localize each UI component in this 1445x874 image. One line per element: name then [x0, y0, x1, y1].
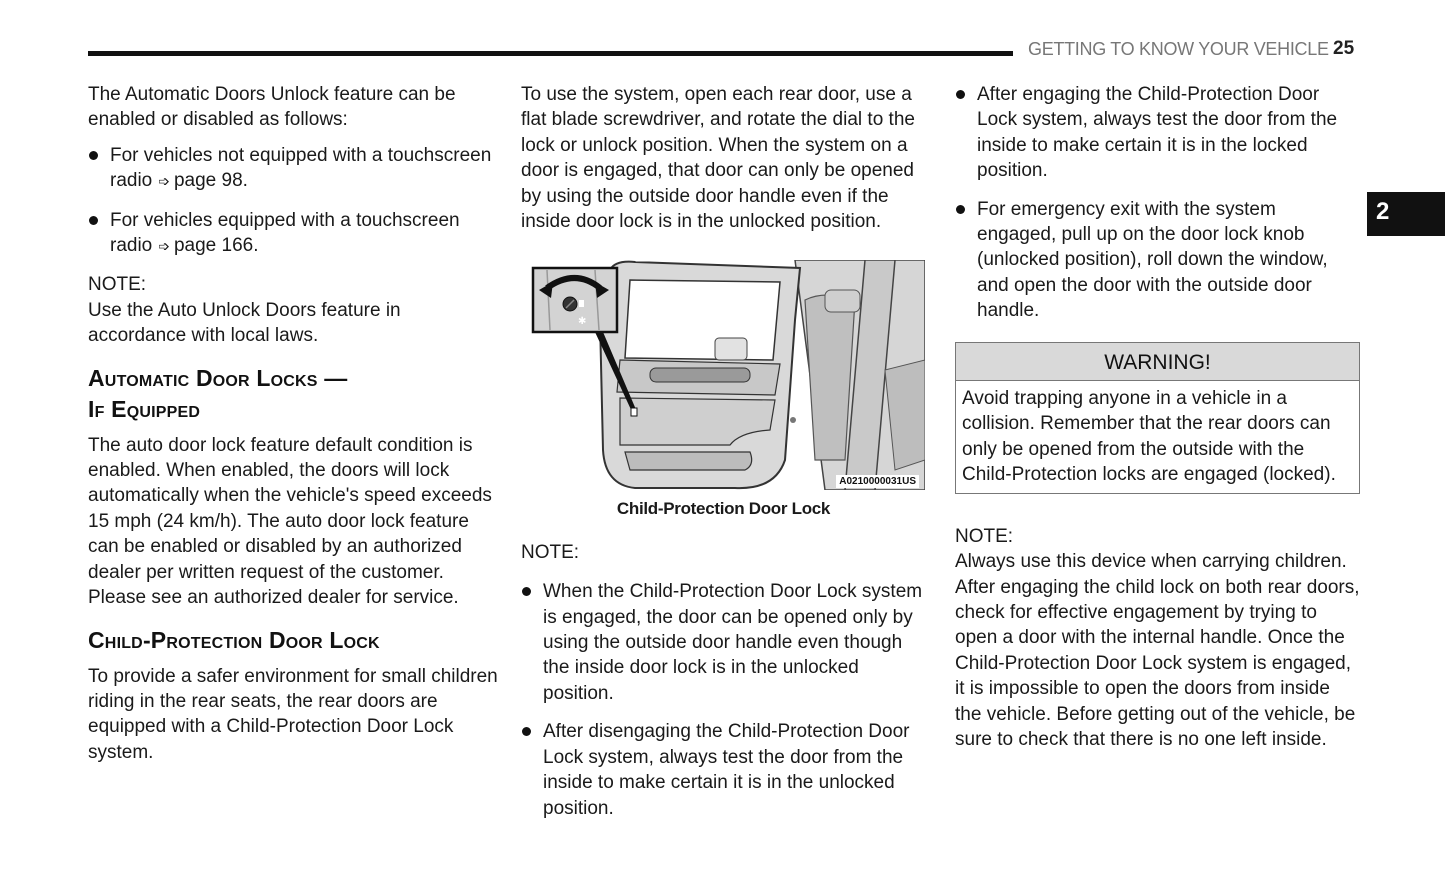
section-heading-automatic-door-locks [88, 363, 498, 425]
heading-line: Automatic Door Locks — [88, 364, 348, 391]
door-illustration [525, 260, 925, 490]
note-label: NOTE: [521, 541, 580, 563]
list-item: After disengaging the Child-Protection Door Lock system, always test the door from the inside to make certain it is in the unlocked position. [521, 719, 926, 821]
automatic-door-locks-body: The auto door lock feature default condition is enabled. When enabled, the doors will lock automatically when the vehicle's speed exceeds 15 mph (24 km/h). The auto door lock feature can be enabled or disabled by an authorized dealer per written request of the customer. Please see an authorized dealer for service. [88, 434, 492, 609]
warning-title: WARNING! [956, 343, 1359, 381]
header-rule [88, 51, 1013, 56]
note-text: Always use this device when carrying children. After engaging the child lock on both rear doors, check for effective engagement by trying to open a door with the internal handle. Once the Child-Protection Door Lock system is engaged, it is impossible to open the doors from inside the vehicle. Before getting out of the vehicle, be sure to check that there is no one left inside. [955, 551, 1360, 750]
note-label: NOTE: [88, 274, 147, 296]
warning-text: Avoid trapping anyone in a vehicle in a collision. Remember that the rear doors can only be opened from the outside with the Child-Protection locks are engaged (locked). [962, 388, 1336, 486]
svg-text:✱: ✱ [578, 316, 587, 328]
usage-paragraph: To use the system, open each rear door, use a flat blade screwdriver, and rotate the dial to the lock or unlock position. When the system on a door is engaged, that door can only be opened by using the outside door handle even if the inside door lock is in the unlocked position. [521, 84, 915, 233]
radio-bullet-list [88, 143, 498, 260]
list-item: When the Child-Protection Door Lock system is engaged, the door can be opened only by using the outside door handle even though the inside door lock is in the unlocked position. [521, 579, 926, 706]
column-3 [955, 82, 1360, 762]
page-number: 25 [1333, 38, 1355, 59]
column-2 [521, 82, 926, 834]
list-item [88, 208, 498, 260]
page-reference-link[interactable]: page 166. [173, 235, 259, 257]
bullet-text: For vehicles equipped with a touchscreen radio [110, 209, 460, 257]
page-reference-link[interactable]: page 98. [173, 170, 248, 192]
note-text: Use the Auto Unlock Doors feature in accordance with local laws. [88, 299, 401, 347]
section-heading-child-protection: Child-Protection Door Lock [88, 626, 380, 653]
section-header-title: GETTING TO KNOW YOUR VEHICLE [1028, 39, 1329, 59]
arrow-right-icon: ➩ [158, 173, 170, 190]
arrow-right-icon: ➩ [158, 238, 170, 255]
list-item [88, 143, 498, 195]
child-lock-figure [525, 260, 925, 490]
warning-box [955, 342, 1360, 494]
safety-bullet-list [955, 82, 1360, 324]
chapter-tab[interactable]: 2 [1367, 192, 1445, 236]
figure-caption: Child-Protection Door Lock [616, 499, 831, 519]
intro-paragraph: The Automatic Doors Unlock feature can be enabled or disabled as follows: [88, 84, 456, 131]
list-item: After engaging the Child-Protection Door Lock system, always test the door from the inside to make certain it is in the locked position. [955, 82, 1360, 184]
bullet-text: For vehicles not equipped with a touchscreen radio [110, 144, 492, 192]
child-protection-body: To provide a safer environment for small children riding in the rear seats, the rear doors are equipped with a Child-Protection Door Lock system. [88, 665, 498, 763]
figure-code: A0210000031US [836, 475, 919, 488]
list-item: For emergency exit with the system engaged, pull up on the door lock knob (unlocked position), roll down the window, and open the door with the outside door handle. [955, 197, 1360, 324]
heading-line: If Equipped [88, 395, 201, 422]
note-label: NOTE: [955, 525, 1014, 547]
column-1 [88, 82, 498, 775]
note-bullet-list [521, 579, 926, 821]
